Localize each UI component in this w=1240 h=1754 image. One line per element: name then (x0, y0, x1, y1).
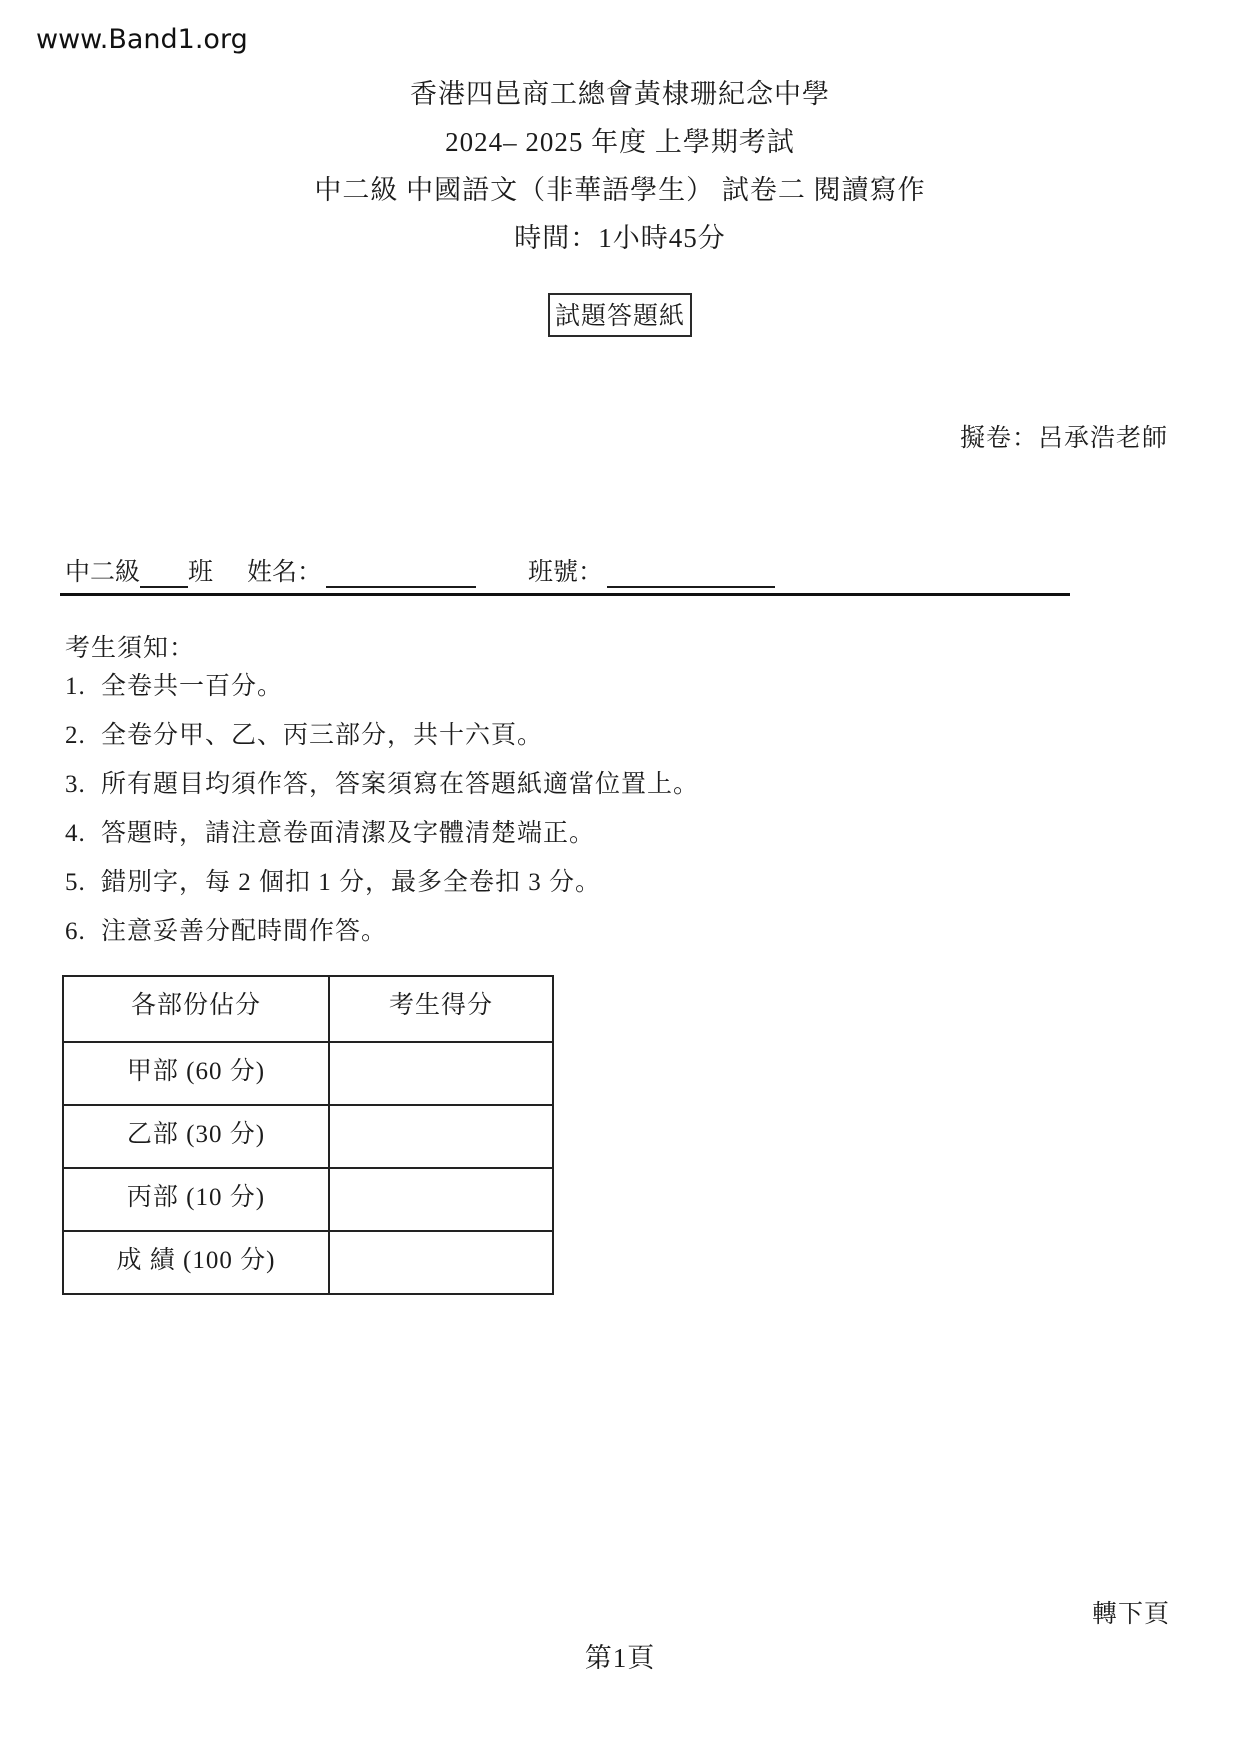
note-number: 2. (65, 722, 86, 749)
note-text: 注意妥善分配時間作答。 (101, 918, 388, 945)
table-row (63, 1105, 553, 1168)
section-label: 乙部 (30 分) (63, 1105, 329, 1168)
title-block (0, 70, 1240, 262)
score-table (62, 975, 554, 1295)
class-number-label: 班號： (528, 559, 604, 586)
score-cell (329, 1105, 553, 1168)
candidate-notes (65, 632, 965, 966)
note-number: 5. (65, 869, 86, 896)
page-number: 第1頁 (584, 1643, 656, 1673)
note-item (65, 819, 965, 849)
score-table-header-marks: 考生得分 (329, 976, 553, 1042)
score-cell (329, 1168, 553, 1231)
next-page-note: 轉下頁 (1091, 1601, 1170, 1628)
name-blank (326, 558, 476, 588)
paper-type-box: 試題答題紙 (548, 293, 692, 337)
note-item (65, 868, 965, 898)
note-item (65, 917, 965, 947)
note-text: 錯別字，每 2 個扣 1 分，最多全卷扣 3 分。 (101, 869, 602, 896)
score-table-header-parts: 各部份佔分 (63, 976, 329, 1042)
paper-type-wrap (0, 293, 1240, 337)
note-number: 1. (65, 673, 86, 700)
table-row (63, 1168, 553, 1231)
name-label: 姓名： (247, 559, 323, 586)
site-watermark: www.Band1.org (36, 24, 248, 55)
header-divider-rule (60, 593, 1070, 596)
section-label: 成 績 (100 分) (63, 1231, 329, 1294)
score-cell (329, 1231, 553, 1294)
exam-session: 2024– 2025 年度 上學期考試 (445, 127, 795, 157)
subject-title: 中二級 中國語文（非華語學生） 試卷二 閱讀寫作 (314, 175, 926, 205)
score-cell (329, 1042, 553, 1105)
section-label: 甲部 (60 分) (63, 1042, 329, 1105)
table-row (63, 1231, 553, 1294)
note-text: 全卷分甲、乙、丙三部分，共十六頁。 (101, 722, 544, 749)
note-item (65, 770, 965, 800)
note-item (65, 721, 965, 751)
class-blank (140, 558, 188, 588)
note-text: 所有題目均須作答，答案須寫在答題紙適當位置上。 (101, 771, 700, 798)
note-item (65, 672, 965, 702)
score-table-header-row (63, 976, 553, 1042)
note-text: 答題時，請注意卷面清潔及字體清楚端正。 (101, 820, 596, 847)
note-number: 3. (65, 771, 86, 798)
section-label: 丙部 (10 分) (63, 1168, 329, 1231)
student-info-line (65, 552, 1180, 588)
note-number: 6. (65, 918, 86, 945)
class-number-blank (607, 558, 775, 588)
exam-duration: 時間：1小時45分 (514, 223, 726, 253)
table-row (63, 1042, 553, 1105)
class-prefix-label: 中二級 (65, 559, 141, 586)
notes-title: 考生須知： (65, 635, 196, 662)
note-text: 全卷共一百分。 (101, 673, 284, 700)
note-number: 4. (65, 820, 86, 847)
school-name: 香港四邑商工總會黃棣珊紀念中學 (410, 79, 830, 109)
class-suffix-label: 班 (188, 559, 214, 586)
paper-setter: 擬卷：呂承浩老師 (959, 425, 1168, 452)
